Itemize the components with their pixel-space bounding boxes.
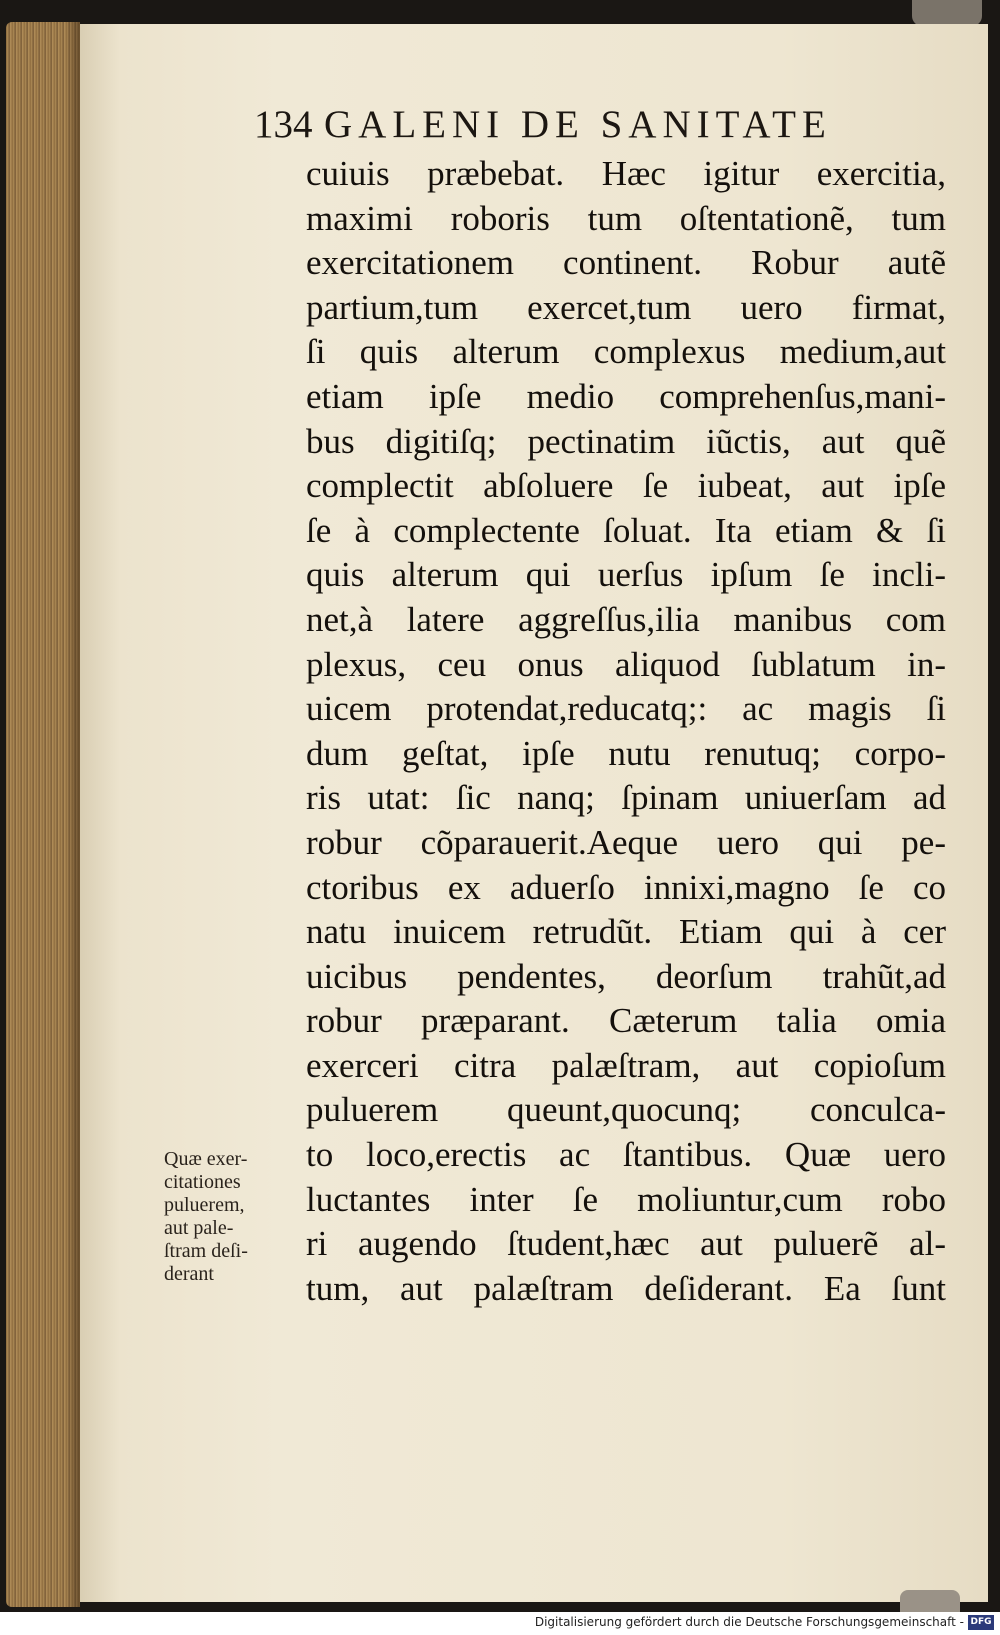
running-head <box>254 102 934 147</box>
marginal-line: Quæ exer- <box>164 1148 248 1170</box>
running-title: GALENI DE SANITATE <box>324 103 832 146</box>
marginal-line: derant <box>164 1263 214 1285</box>
book-page-edges <box>6 22 80 1607</box>
text-line: exercitationem continent. Robur autẽ <box>306 243 946 283</box>
text-line: luctantes inter ſe moliuntur,cum robo <box>306 1179 946 1219</box>
text-line: partium,tum exercet,tum uero firmat, <box>306 287 946 327</box>
text-line: ri augendo ſtudent,hæc aut puluerẽ al- <box>306 1224 946 1264</box>
dfg-logo-icon: DFG <box>968 1615 994 1630</box>
bottom-clip-shadow <box>900 1590 960 1612</box>
marginal-line: ſtram deſi- <box>164 1240 248 1262</box>
marginal-line: aut pale- <box>164 1217 234 1239</box>
text-line: robur cõparauerit.Aeque uero qui pe- <box>306 822 946 862</box>
text-line: to loco,erectis ac ſtantibus. Quæ uero <box>306 1135 946 1175</box>
text-line: dum geſtat, ipſe nutu renutuq; corpo- <box>306 733 946 773</box>
text-line: exerceri citra palæſtram, aut copioſum <box>306 1045 946 1085</box>
funding-credit: Digitalisierung gefördert durch die Deutsche Forschungsgemeinschaft - <box>534 1615 964 1629</box>
text-line: complectit abſoluere ſe iubeat, aut ipſe <box>306 466 946 506</box>
text-line: quis alterum qui uerſus ipſum ſe incli- <box>306 555 946 595</box>
body-text <box>306 152 946 1311</box>
text-line: ſi quis alterum complexus medium,aut <box>306 332 946 372</box>
text-line: puluerem queunt,quocunq; conculca- <box>306 1090 946 1130</box>
text-line: ris utat: ſic nanq; ſpinam uniuerſam ad <box>306 778 946 818</box>
text-line: uicem protendat,reducatq;: ac magis ſi <box>306 689 946 729</box>
text-line: maximi roboris tum oſtentationẽ, tum <box>306 198 946 238</box>
text-line: robur præparant. Cæterum talia omia <box>306 1001 946 1041</box>
text-line: ſe à complectente ſoluat. Ita etiam & ſi <box>306 510 946 550</box>
text-line: etiam ipſe medio comprehenſus,mani- <box>306 376 946 416</box>
marginal-line: puluerem, <box>164 1194 245 1216</box>
text-line: bus digitiſq; pectinatim iũctis, aut quẽ <box>306 421 946 461</box>
text-line: ctoribus ex aduerſo innixi,magno ſe co <box>306 867 946 907</box>
marginal-note <box>164 1148 299 1286</box>
text-line: cuiuis præbebat. Hæc igitur exercitia, <box>306 154 946 193</box>
text-line: net,à latere aggreſſus,ilia manibus com <box>306 599 946 639</box>
footer-credit-bar <box>0 1612 1000 1635</box>
text-line: uicibus pendentes, deorſum trahũt,ad <box>306 956 946 996</box>
text-line: natu inuicem retrudũt. Etiam qui à cer <box>306 912 946 952</box>
text-line: plexus, ceu onus aliquod ſublatum in- <box>306 644 946 684</box>
marginal-line: citationes <box>164 1171 241 1193</box>
top-clip-shadow <box>912 0 982 26</box>
text-line: tum, aut palæſtram deſiderant. Ea ſunt <box>306 1268 946 1308</box>
page-number: 134 <box>254 103 313 146</box>
